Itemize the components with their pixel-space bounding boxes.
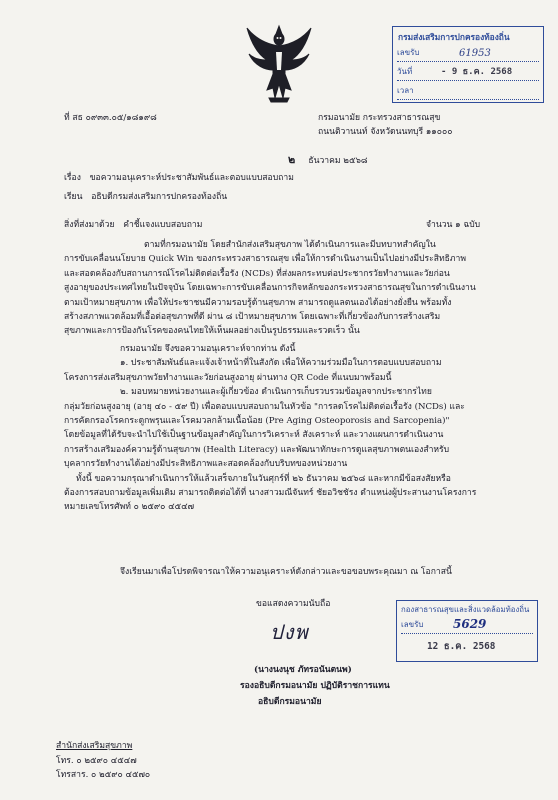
paragraph-line: การคัดกรองโรคกระดูกพรุนและโรคมวลกล้ามเนื้อน้อย (Pre Aging Osteoporosis and Sarcopenia)": [64, 416, 450, 427]
document-date-month-year: ธันวาคม ๒๕๖๘: [308, 156, 368, 166]
stamp-receive-label: เลขรับ: [397, 48, 420, 57]
issuer-org-line1: กรมอนามัย กระทรวงสาธารณสุข: [318, 113, 441, 123]
receipt-stamp-top: [392, 26, 544, 103]
stamp-time-label: เวลา: [397, 86, 414, 95]
signature: ปงพ: [270, 620, 309, 644]
paragraph-line: ๒. มอบหมายหน่วยงานและผู้เกี่ยวข้อง ดำเนินการเก็บรวบรวมข้อมูลจากประชากรไทย: [120, 387, 432, 398]
paragraph-line: โดยข้อมูลที่ได้รับจะนำไปใช้เป็นฐานข้อมูลสำคัญในการวิเคราะห์ สังเคราะห์ และวางแผนการดำเนินงาน: [64, 430, 444, 441]
enclosure-line: [64, 219, 202, 231]
stamp-date-label: วันที่: [397, 67, 413, 76]
document-date: [288, 148, 368, 168]
paragraph-line: การสร้างเสริมองค์ความรู้ด้านสุขภาพ (Health Literacy) และพัฒนาทักษะการดูแลสุขภาพตนเองสำหรับ: [64, 444, 450, 455]
stamp-date-row: [397, 63, 539, 81]
stamp-bottom-receive-label: เลขรับ: [401, 620, 424, 629]
paragraph-line: สูงอายุของประเทศไทยในปัจจุบัน โดยเฉพาะการขับเคลื่อนการกิจหลักของกระทรวงสาธารณสุขในการดำเนินงาน: [64, 283, 476, 294]
garuda-emblem: [245, 24, 313, 104]
stamp-bottom-title: กองสาธารณสุขและสิ่งแวดล้อมท้องถิ่น: [401, 605, 530, 614]
stamp-time-row: [397, 82, 539, 100]
stamp-bottom-receive-row: [401, 616, 533, 634]
signer-position-2: อธิบดีกรมอนามัย: [258, 697, 322, 707]
signer-position-1: รองอธิบดีกรมอนามัย ปฏิบัติราชการแทน: [240, 681, 390, 691]
signer-name: (นางนงนุช ภัทรอนันตนพ): [254, 665, 352, 675]
subject-line: [64, 172, 294, 184]
document-number: ที่ สธ ๐๙๓๓.๐๕/๑๘๑๙๘: [64, 113, 157, 123]
body-paragraph-2: [64, 342, 516, 515]
footer-unit: สำนักส่งเสริมสุขภาพ: [56, 741, 133, 751]
recipient-label: เรียน: [64, 192, 83, 202]
paragraph-line: การขับเคลื่อนนโยบาย Quick Win ของกระทรวงสาธารณสุข เพื่อให้การดำเนินงานเป็นไปอย่างมีประสิทธิภาพ: [64, 254, 467, 265]
paragraph-line: กลุ่มวัยก่อนสูงอายุ (อายุ ๔๐ - ๕๙ ปี) เพื่อตอบแบบสอบถามในหัวข้อ "การลดโรคไม่ติดต่อเรื้อรัง (NCDs) และ: [64, 401, 465, 412]
enclosure-count: จำนวน ๑ ฉบับ: [426, 220, 481, 230]
paragraph-line: บุคลากรวัยทำงานได้อย่างมีประสิทธิภาพและสอดคล้องกับบริบทของหน่วยงาน: [64, 459, 348, 470]
recipient-text: อธิบดีกรมส่งเสริมการปกครองท้องถิ่น: [91, 192, 228, 202]
paragraph-line: ต้องการสอบถามข้อมูลเพิ่มเติม สามารถติดต่อได้ที่ นางสาวมณีจันทร์ ชัยอวิชชัรง ตำแหน่งผู้ประสานงานโครงการ: [64, 488, 477, 499]
footer-telephone: โทร. ๐ ๒๕๙๐ ๔๕๔๗: [56, 756, 137, 766]
stamp-receive-row: [397, 44, 539, 62]
paragraph-line: หมายเลขโทรศัพท์ ๐ ๒๕๙๐ ๔๕๔๗: [64, 502, 195, 513]
subject-label: เรื่อง: [64, 173, 81, 183]
paragraph-line: ตามเป้าหมายสุขภาพ เพื่อให้ประชาชนมีความรอบรู้ด้านสุขภาพ สามารถดูแลตนเองได้อย่างยั่งยืน พร้อมทั้ง: [64, 297, 452, 308]
subject-text: ขอความอนุเคราะห์ประชาสัมพันธ์และตอบแบบสอบถาม: [89, 173, 294, 183]
document-date-day: ๒: [288, 153, 296, 166]
paragraph-line: โครงการส่งเสริมสุขภาพวัยทำงานและวัยก่อนสูงอายุ ผ่านทาง QR Code ที่แนบมาพร้อมนี้: [64, 372, 392, 383]
paragraph-line: กรมอนามัย จึงขอความอนุเคราะห์จากท่าน ดังนี้: [120, 344, 296, 354]
receipt-stamp-bottom: [396, 600, 538, 662]
footer-fax: โทรสาร. ๐ ๒๕๙๐ ๔๕๗๐: [56, 770, 151, 780]
closing-regards: ขอแสดงความนับถือ: [256, 599, 331, 609]
stamp-receive-number: 61953: [459, 48, 491, 59]
recipient-line: [64, 191, 227, 203]
stamp-bottom-receive-number: 5629: [453, 617, 487, 631]
body-paragraph-1: [64, 238, 516, 339]
enclosure-text: คำชี้แจงแบบสอบถาม: [123, 220, 203, 230]
paragraph-line: ๑. ประชาสัมพันธ์และแจ้งเจ้าหน้าที่ในสังกัด เพื่อให้ความร่วมมือในการตอบแบบสอบถาม: [120, 358, 442, 369]
body-paragraph-3: จึงเรียนมาเพื่อโปรดพิจารณาให้ความอนุเคราะห์ดังกล่าวและขอขอบพระคุณมา ณ โอกาสนี้: [120, 567, 452, 577]
enclosure-label: สิ่งที่ส่งมาด้วย: [64, 220, 115, 230]
paragraph-line: ทั้งนี้ ขอความกรุณาดำเนินการให้แล้วเสร็จภายในวันศุกร์ที่ ๒๖ ธันวาคม ๒๕๖๘ และหากมีข้อสงสัยหรือ: [76, 473, 451, 484]
stamp-title: กรมส่งเสริมการปกครองท้องถิ่น: [398, 32, 510, 42]
paragraph-line: สุขภาพและการป้องกันโรคของคนไทยให้เห็นผลอย่างเป็นรูปธรรมและรวดเร็ว นั้น: [64, 326, 360, 337]
paragraph-line: และสอดคล้องกับสถานการณ์โรคไม่ติดต่อเรื้อรัง (NCDs) ที่ส่งผลกระทบต่อประชากรวัยทำงานและวัยก่อน: [64, 268, 450, 279]
stamp-bottom-date: 12 ธ.ค. 2568: [427, 641, 496, 652]
paragraph-line: สร้างสภาพแวดล้อมที่เอื้อต่อสุขภาพที่ดี ผ่าน ๘ เป้าหมายสุขภาพ โดยเฉพาะที่เกี่ยวข้องกับการสร้างเสริม: [64, 312, 441, 323]
stamp-date-value: - 9 ธ.ค. 2568: [441, 67, 513, 77]
paragraph-line: ตามที่กรมอนามัย โดยสำนักส่งเสริมสุขภาพ ได้ดำเนินการและมีบทบาทสำคัญใน: [144, 240, 436, 250]
issuer-org-line2: ถนนติวานนท์ จังหวัดนนทบุรี ๑๑๐๐๐: [318, 127, 453, 137]
